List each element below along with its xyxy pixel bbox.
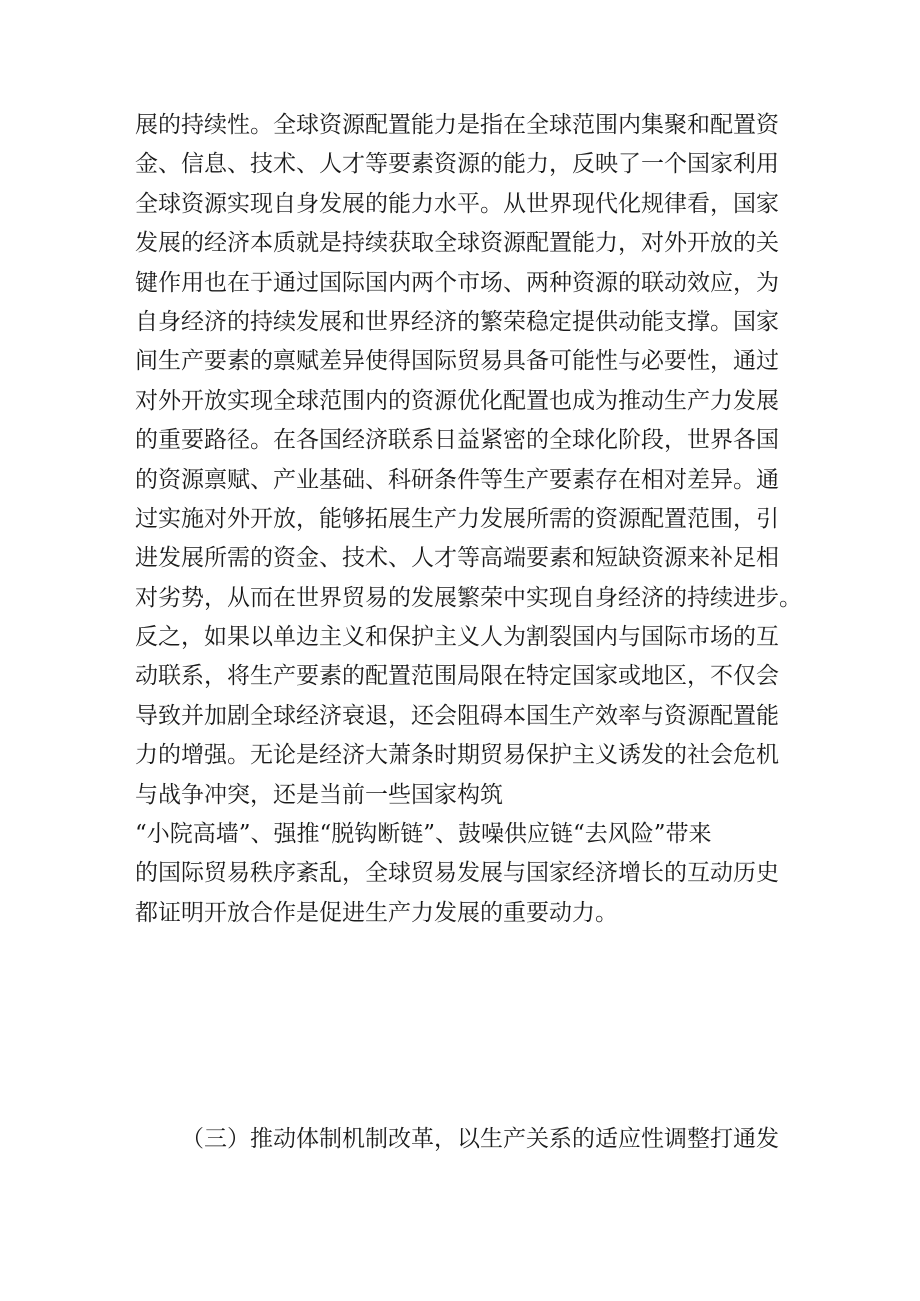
text-line: 的资源禀赋、产业基础、科研条件等生产要素存在相对差异。通	[135, 466, 779, 493]
text-line: “小院高墙”、强推“脱钩断链”、鼓噪供应链“去风险”带来	[135, 821, 712, 848]
text-line: 与战争冲突，还是当前一些国家构筑	[135, 781, 503, 808]
text-line: 都证明开放合作是促进生产力发展的重要动力。	[135, 899, 618, 926]
text-line: 力的增强。无论是经济大萧条时期贸易保护主义诱发的社会危机	[135, 742, 779, 769]
text-line: 反之，如果以单边主义和保护主义人为割裂国内与国际市场的互	[135, 624, 779, 651]
text-line: 导致并加剧全球经济衰退，还会阻碍本国生产效率与资源配置能	[135, 702, 779, 729]
text-line: 自身经济的持续发展和世界经济的繁荣稳定提供动能支撑。国家	[135, 308, 779, 335]
text-line: 金、信息、技术、人才等要素资源的能力，反映了一个国家利用	[135, 151, 779, 178]
text-line: 的国际贸易秩序紊乱，全球贸易发展与国家经济增长的互动历史	[135, 860, 779, 887]
text-line: 全球资源实现自身发展的能力水平。从世界现代化规律看，国家	[135, 190, 779, 217]
text-line: 对劣势，从而在世界贸易的发展繁荣中实现自身经济的持续进步。	[135, 584, 802, 611]
text-line: 键作用也在于通过国际国内两个市场、两种资源的联动效应，为	[135, 269, 779, 296]
text-line: 过实施对外开放，能够拓展生产力发展所需的资源配置范围，引	[135, 505, 779, 532]
section-heading-paragraph	[135, 1120, 779, 1159]
section-heading-line: （三）推动体制机制改革，以生产关系的适应性调整打通发	[181, 1126, 779, 1152]
text-line: 动联系，将生产要素的配置范围局限在特定国家或地区，不仅会	[135, 663, 779, 690]
text-line: 间生产要素的禀赋差异使得国际贸易具备可能性与必要性，通过	[135, 348, 779, 375]
text-line: 展的持续性。全球资源配置能力是指在全球范围内集聚和配置资	[135, 112, 779, 138]
body-paragraph	[135, 106, 802, 933]
text-line: 对外开放实现全球范围内的资源优化配置也成为推动生产力发展	[135, 387, 779, 414]
text-line: 进发展所需的资金、技术、人才等高端要素和短缺资源来补足相	[135, 545, 779, 572]
text-line: 发展的经济本质就是持续获取全球资源配置能力，对外开放的关	[135, 230, 779, 257]
text-line: 的重要路径。在各国经济联系日益紧密的全球化阶段，世界各国	[135, 427, 779, 454]
